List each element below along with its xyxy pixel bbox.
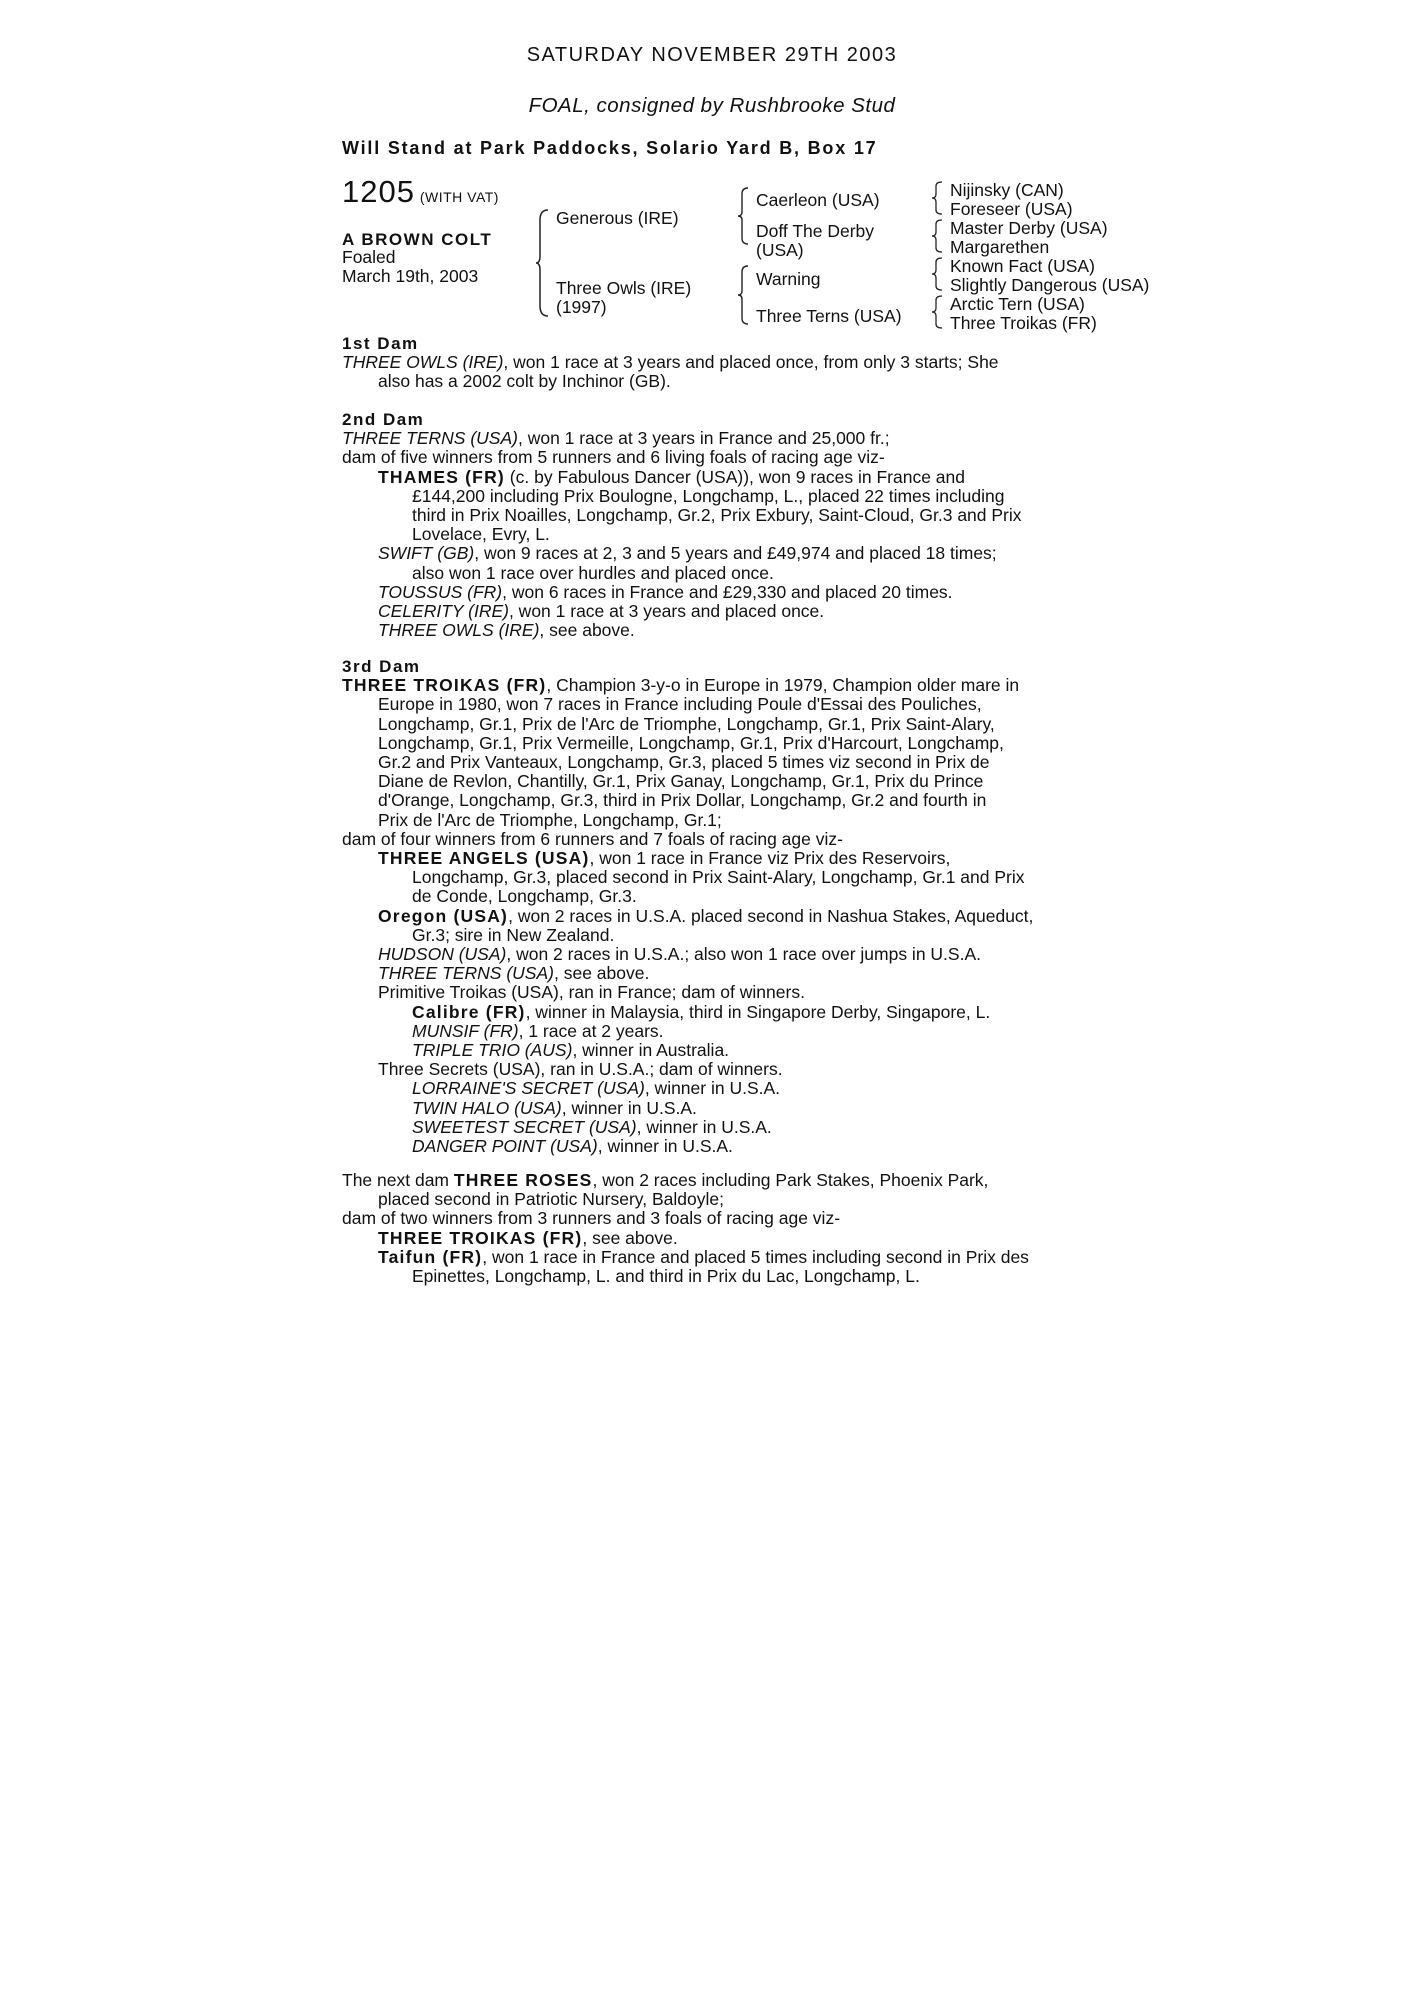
- produce-three-owls: THREE OWLS (IRE), see above.: [378, 620, 635, 641]
- grandproduce-munsif: MUNSIF (FR), 1 race at 2 years.: [412, 1020, 664, 1041]
- pedigree-brace-ds: [932, 256, 944, 292]
- produce-oregon-cont: Gr.3; sire in New Zealand.: [412, 924, 615, 945]
- second-dam-produce-summary: dam of five winners from 5 runners and 6 living foals of racing age viz-: [342, 447, 885, 468]
- produce-oregon: Oregon (USA), won 2 races in U.S.A. placed second in Nashua Stakes, Aqueduct,: [378, 905, 1034, 926]
- produce-taifun: Taifun (FR), won 1 race in France and placed 5 times including second in Prix des: [378, 1246, 1029, 1267]
- consignment-line: FOAL, consigned by Rushbrooke Stud: [528, 94, 896, 117]
- first-dam-line: also has a 2002 colt by Inchinor (GB).: [378, 371, 671, 392]
- produce-thames-cont: Lovelace, Evry, L.: [412, 524, 550, 545]
- grandproduce-triple-trio: TRIPLE TRIO (AUS), winner in Australia.: [412, 1040, 730, 1061]
- pedigree-ss-dam: Foreseer (USA): [950, 199, 1073, 219]
- stand-location: Will Stand at Park Paddocks, Solario Yard B, Box 17: [342, 138, 878, 158]
- pedigree-ss-sire: Nijinsky (CAN): [950, 180, 1064, 200]
- produce-three-terns: THREE TERNS (USA), see above.: [378, 963, 650, 984]
- produce-taifun-cont: Epinettes, Longchamp, L. and third in Prix du Lac, Longchamp, L.: [412, 1266, 920, 1287]
- produce-three-angels-cont: Longchamp, Gr.3, placed second in Prix Saint-Alary, Longchamp, Gr.1 and Prix: [412, 867, 1025, 888]
- pedigree-ds-sire: Known Fact (USA): [950, 256, 1095, 276]
- next-dam-line: placed second in Patriotic Nursery, Baldoyle;: [378, 1189, 724, 1210]
- pedigree-sire-sire: Caerleon (USA): [756, 190, 880, 210]
- pedigree-brace-ss: [932, 180, 944, 216]
- third-dam-line: THREE TROIKAS (FR), Champion 3-y-o in Europe in 1979, Champion older mare in: [342, 675, 1020, 696]
- vat-note: (WITH VAT): [419, 189, 499, 205]
- produce-swift: SWIFT (GB), won 9 races at 2, 3 and 5 years and £49,974 and placed 18 times;: [378, 543, 997, 564]
- lot-description: A BROWN COLT: [342, 230, 493, 249]
- produce-thames: THAMES (FR) (c. by Fabulous Dancer (USA)), won 9 races in France and: [378, 466, 965, 487]
- lot-number: 1205: [342, 174, 415, 209]
- next-dam-line: The next dam THREE ROSES, won 2 races including Park Stakes, Phoenix Park,: [342, 1170, 989, 1190]
- produce-three-troikas: THREE TROIKAS (FR), see above.: [378, 1227, 678, 1248]
- next-dam-produce-summary: dam of two winners from 3 runners and 3 foals of racing age viz-: [342, 1208, 841, 1229]
- sale-date: SATURDAY NOVEMBER 29TH 2003: [526, 44, 898, 66]
- pedigree-dam-dam: Three Terns (USA): [756, 306, 902, 326]
- grandproduce-calibre: Calibre (FR), winner in Malaysia, third in Singapore Derby, Singapore, L.: [412, 1001, 991, 1022]
- first-dam-section: [342, 334, 1082, 392]
- second-dam-section: [342, 410, 1082, 640]
- grandproduce-sweetest-secret: SWEETEST SECRET (USA), winner in U.S.A.: [412, 1116, 772, 1137]
- pedigree-sire-dam-line2: (USA): [756, 240, 804, 260]
- pedigree-sd-sire: Master Derby (USA): [950, 218, 1108, 238]
- second-dam-heading: 2nd Dam: [342, 410, 425, 429]
- third-dam-line: d'Orange, Longchamp, Gr.3, third in Prix Dollar, Longchamp, Gr.2 and fourth in: [378, 790, 987, 811]
- lot-header: [342, 174, 499, 209]
- produce-celerity: CELERITY (IRE), won 1 race at 3 years and placed once.: [378, 601, 825, 622]
- produce-swift-cont: also won 1 race over hurdles and placed once.: [412, 562, 774, 583]
- grandproduce-twin-halo: TWIN HALO (USA), winner in U.S.A.: [412, 1097, 697, 1118]
- third-dam-line: Prix de l'Arc de Triomphe, Longchamp, Gr.1;: [378, 809, 722, 830]
- pedigree-sire-dam-line1: Doff The Derby: [756, 221, 875, 241]
- first-dam-heading: 1st Dam: [342, 334, 419, 353]
- third-dam-section: [342, 657, 1082, 1156]
- third-dam-heading: 3rd Dam: [342, 657, 421, 676]
- produce-thames-cont: £144,200 including Prix Boulogne, Longchamp, L., placed 22 times including: [412, 485, 1005, 506]
- produce-thames-cont: third in Prix Noailles, Longchamp, Gr.2, Prix Exbury, Saint-Cloud, Gr.3 and Prix: [412, 505, 1022, 526]
- foaled-label: Foaled: [342, 247, 396, 267]
- produce-toussus: TOUSSUS (FR), won 6 races in France and £29,330 and placed 20 times.: [378, 581, 953, 602]
- pedigree-brace-dd: [932, 294, 944, 330]
- pedigree-brace-main: [536, 208, 550, 318]
- foaled-date: March 19th, 2003: [342, 266, 479, 286]
- third-dam-line: Longchamp, Gr.1, Prix de l'Arc de Triomphe, Longchamp, Gr.1, Prix Saint-Alary,: [378, 713, 995, 734]
- third-dam-line: Europe in 1980, won 7 races in France including Poule d'Essai des Pouliches,: [378, 694, 982, 715]
- second-dam-line: THREE TERNS (USA), won 1 race at 3 years in France and 25,000 fr.;: [342, 428, 890, 449]
- pedigree-sd-dam: Margarethen: [950, 237, 1050, 257]
- produce-hudson: HUDSON (USA), won 2 races in U.S.A.; also won 1 race over jumps in U.S.A.: [378, 944, 981, 965]
- pedigree-dam-line1: Three Owls (IRE): [556, 278, 692, 298]
- produce-primitive-troikas: Primitive Troikas (USA), ran in France; dam of winners.: [378, 982, 805, 1003]
- pedigree-dd-sire: Arctic Tern (USA): [950, 294, 1085, 314]
- third-dam-line: Diane de Revlon, Chantilly, Gr.1, Prix Ganay, Longchamp, Gr.1, Prix du Prince: [378, 771, 984, 792]
- pedigree-dd-dam: Three Troikas (FR): [950, 313, 1097, 333]
- first-dam-line: THREE OWLS (IRE), won 1 race at 3 years and placed once, from only 3 starts; She: [342, 352, 999, 373]
- produce-three-angels-cont: de Conde, Longchamp, Gr.3.: [412, 886, 637, 907]
- next-dam-section: [342, 1171, 1082, 1286]
- pedigree-brace-sire: [738, 186, 750, 246]
- pedigree-dam-line2: (1997): [556, 297, 607, 317]
- produce-three-angels: THREE ANGELS (USA), won 1 race in France viz Prix des Reservoirs,: [378, 848, 951, 869]
- pedigree-brace-sd: [932, 218, 944, 254]
- third-dam-line: Gr.2 and Prix Vanteaux, Longchamp, Gr.3, placed 5 times viz second in Prix de: [378, 752, 990, 773]
- pedigree-ds-dam: Slightly Dangerous (USA): [950, 275, 1150, 295]
- grandproduce-danger-point: DANGER POINT (USA), winner in U.S.A.: [412, 1136, 733, 1157]
- pedigree-brace-dam: [738, 264, 750, 326]
- produce-three-secrets: Three Secrets (USA), ran in U.S.A.; dam of winners.: [378, 1059, 783, 1080]
- third-dam-produce-summary: dam of four winners from 6 runners and 7 foals of racing age viz-: [342, 828, 843, 849]
- pedigree-dam-sire: Warning: [756, 269, 821, 289]
- grandproduce-lorraines-secret: LORRAINE'S SECRET (USA), winner in U.S.A.: [412, 1078, 781, 1099]
- pedigree-sire: Generous (IRE): [556, 208, 679, 228]
- third-dam-line: Longchamp, Gr.1, Prix Vermeille, Longchamp, Gr.1, Prix d'Harcourt, Longchamp,: [378, 732, 1004, 753]
